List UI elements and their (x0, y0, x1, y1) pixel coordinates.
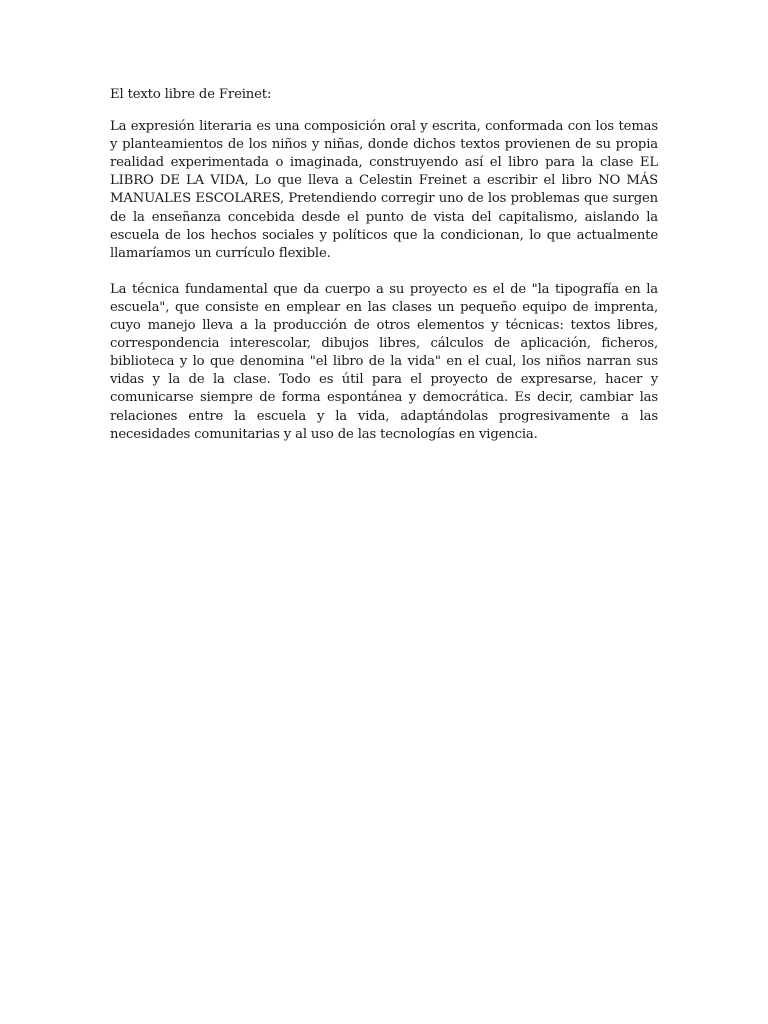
paragraph-tecnica-fundamental: La técnica fundamental que da cuerpo a su proyecto es el de "la tipografía en la escuela", que consiste en emplear en las clases un pequeño equipo de imprenta, cuyo manejo lleva a la producción de otros elementos y técnicas: textos libres, correspondencia interescolar, dibujos libres, cálculos de aplicación, ficheros, biblioteca y lo que denomina "el libro de la vida" en el cual, los niños narran sus vidas y la de la clase. Todo es útil para el proyecto de expresarse, hacer y comunicarse siempre de forma espontánea y democrática. Es decir, cambiar las relaciones entre la escuela y la vida, adaptándolas progresivamente a las necesidades comunitarias y al uso de las tecnologías en vigencia. (110, 281, 658, 442)
paragraph-expresion-literaria: La expresión literaria es una composición oral y escrita, conformada con los temas y planteamientos de los niños y niñas, donde dichos textos provienen de su propia realidad experimentada o imaginada, construyendo así el libro para la clase EL LIBRO DE LA VIDA, Lo que lleva a Celestin Freinet a escribir el libro NO MÁS MANUALES ESCOLARES, Pretendiendo corregir uno de los problemas que surgen de la enseñanza concebida desde el punto de vista del capitalismo, aislando la escuela de los hechos sociales y políticos que la condicionan, lo que actualmente llamaríamos un currículo flexible. (110, 119, 658, 261)
document-title: El texto libre de Freinet: (110, 87, 272, 102)
document-body (110, 86, 658, 462)
